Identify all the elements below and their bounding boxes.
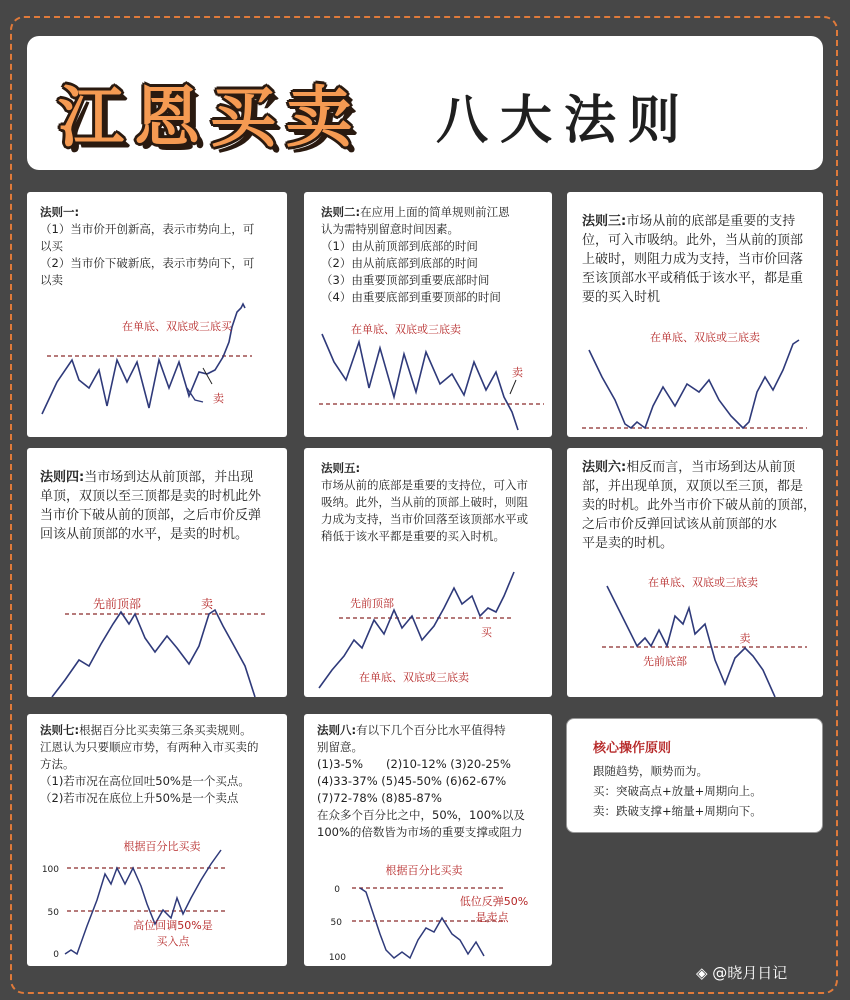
chart-label: 在单底、双底或三底卖 [351,323,461,336]
chart-label-2: 在单底、双底或三底卖 [359,671,469,684]
chart-label: 根据百分比买卖 [123,840,201,853]
chart-rule-3 [567,192,823,437]
watermark: ◈ @晓月日记 [696,964,788,982]
rule-line: （2)若市况在底位上升50%是一个卖点 [40,791,239,805]
chart-rule-2 [304,192,552,437]
rule-label: 法则五: [321,461,361,475]
axis-tick: 100 [41,865,59,875]
rule-line: 在应用上面的简单规则前江恩 [360,205,510,219]
rule-line: (1)3-5% (2)10-12% (3)20-25% [317,757,511,771]
rule-line: 以卖 [40,273,63,287]
chart-mark: 买 [481,626,492,639]
rule-line: 市场从前的底部是重要的支持 [626,214,796,229]
rule-line: （1)若市况在高位回吐50%是一个买点。 [40,774,250,788]
chart-label: 根据百分比买卖 [385,864,463,877]
rule-line: (7)72-78% (8)85-87% [317,791,442,805]
chart-mark: 卖 [739,632,751,645]
chart-rule-5 [304,448,552,697]
rule-line: 位，可入市吸纳。此外，当从前的顶部 [582,233,804,248]
rule-line: 当市价下破从前的顶部，之后市价反弹 [40,508,262,523]
core-title: 核心操作原则 [593,741,672,756]
chart-label: 在单底、双底或三底卖 [648,576,758,589]
rule-line: 至该顶部水平或稍低于该水平，都是重 [582,271,804,286]
axis-tick: 100 [328,953,346,963]
chart-label: 在单底、双底或三底买 [122,320,232,333]
core-line-3: 卖：跌破支撑+缩量+周期向下。 [593,804,762,818]
rule-label: 法则三: [582,214,627,229]
rule-line: 上破时，则阻力成为支持，当市价回落 [582,252,804,267]
chart-label-3: 买入点 [156,935,190,948]
rule-label: 法则八: [317,723,357,737]
rule-card-2 [304,192,552,437]
core-principles-box [566,718,823,833]
chart-label: 先前顶部 [350,597,394,610]
rule-line: 市场从前的底部是重要的支持位，可入市 [321,478,528,492]
chart-mark: 卖 [512,366,523,379]
rule-line: （4）由重要底部到重要顶部的时间 [321,290,501,304]
rule-card-8 [304,714,552,966]
chart-mark: 卖 [213,392,224,405]
rule-line: 力成为支持，当市价回落至该顶部水平或 [321,512,528,526]
rule-line: （1）由从前顶部到底部的时间 [321,239,478,253]
rule-label: 法则一: [40,205,80,219]
chart-mark: 卖 [200,597,214,611]
chart-rule-1 [27,192,287,437]
rule-line: 100%的倍数皆为市场的重要支撑或阻力 [317,825,523,839]
rule-line: 之后市价反弹回试该从前顶部的水 [582,517,778,532]
chart-label-2: 先前底部 [643,655,687,668]
rule-line: （2）当市价下破新底，表示市势向下，可 [40,256,255,270]
rule-line: 要的买入时机 [582,290,661,305]
core-line-2: 买：突破高点+放量+周期向上。 [593,784,762,798]
chart-rule-7 [27,714,287,966]
axis-tick: 0 [334,885,340,895]
chart-label: 在单底、双底或三底卖 [650,331,760,344]
rule-label: 法则六: [582,460,627,475]
rule-label: 法则二: [321,205,361,219]
title-main: 江恩买卖 [58,79,362,156]
rule-line: 稍低于该水平都是重要的买入时机。 [321,529,505,543]
rule-line: (4)33-37% (5)45-50% (6)62-67% [317,774,507,788]
chart-rule-6 [567,448,823,697]
rule-line: 认为需特别留意时间因素。 [321,222,459,236]
rule-label: 法则七: [40,723,80,737]
rule-line: 以买 [40,239,63,253]
rule-line: 回该从前顶部的水平，是卖的时机。 [40,527,249,542]
rule-line: 根据百分比买卖第三条买卖规则。 [79,723,252,737]
chart-label: 先前顶部 [92,597,142,611]
rule-line: （2）由从前底部到底部的时间 [321,256,478,270]
chart-label-3: 是卖点 [475,911,509,924]
rule-line: 别留意。 [317,740,363,754]
rule-line: 江恩认为只要顺应市势，有两种入市买卖的 [40,740,259,754]
rule-line: 平是卖的时机。 [582,536,674,551]
rule-card-7 [27,714,287,966]
rule-line: 相反而言，当市场到达从前顶 [626,460,796,475]
axis-tick: 0 [53,950,59,960]
chart-label-2: 高位回调50%是 [133,919,213,932]
rule-card-3 [567,192,823,437]
axis-tick: 50 [330,918,342,928]
rule-line: 在众多个百分比之中，50%，100%以及 [317,808,525,822]
rule-card-5 [304,448,552,697]
rule-line: 卖的时机。此外当市价下破从前的顶部， [582,498,817,513]
core-line-1: 跟随趋势，顺势而为。 [593,764,708,778]
rule-card-6 [567,448,823,697]
chart-label-2: 低位反弹50% [459,895,529,908]
rule-line: 有以下几个百分比水平值得特 [356,723,506,737]
rule-label: 法则四: [40,470,85,485]
axis-tick: 50 [47,908,59,918]
rule-card-4 [27,448,287,697]
rule-line: 单顶，双顶以至三顶都是卖的时机此外 [40,489,262,504]
rule-card-1 [27,192,287,437]
rule-line: （3）由重要顶部到重要底部时间 [321,273,490,287]
rule-line: 部，并出现单顶，双顶以至三顶，都是 [582,479,804,494]
rule-line: 吸纳。此外，当从前的顶部上破时，则阻 [321,495,528,509]
rule-line: （1）当市价开创新高，表示市势向上，可 [40,222,255,236]
rule-line: 当市场到达从前顶部，并出现 [84,470,254,485]
title-sub: 八大法则 [436,91,693,151]
rule-line: 方法。 [40,757,75,771]
chart-rule-8 [304,714,552,966]
chart-rule-4 [27,448,287,697]
